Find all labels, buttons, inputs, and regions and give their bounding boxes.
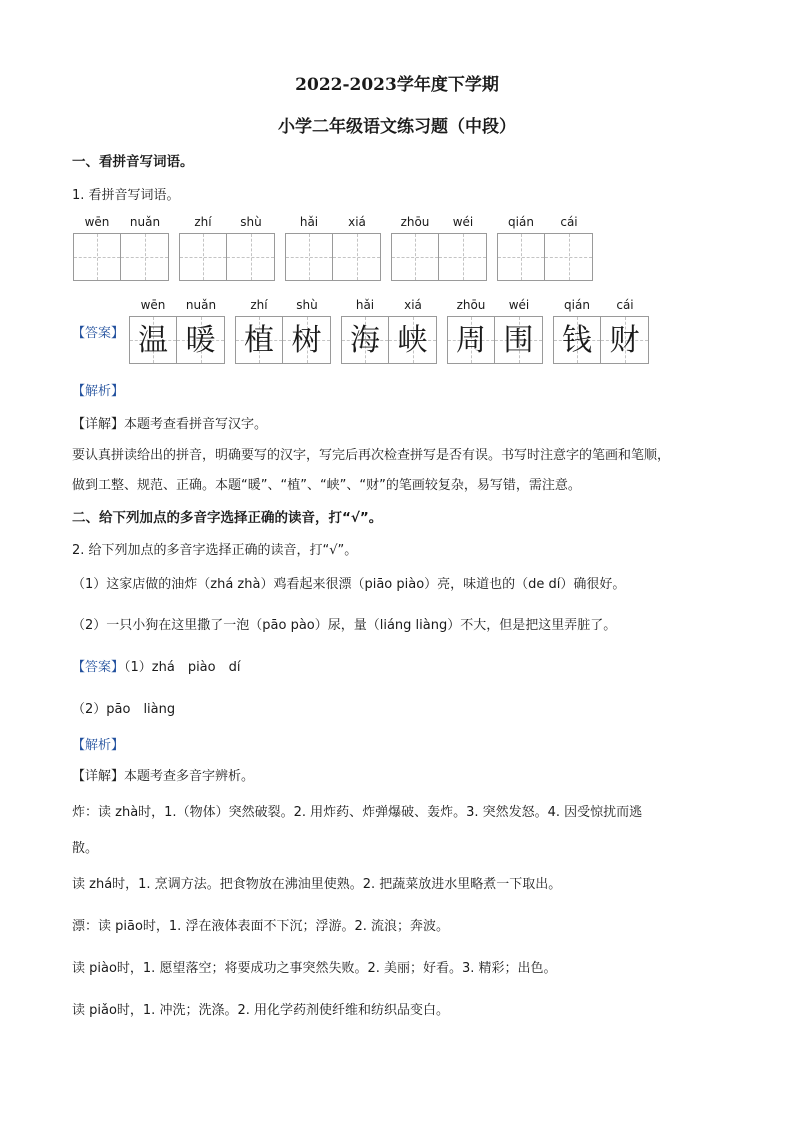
detail-tag: 【详解】 xyxy=(72,417,125,432)
answer-tag: 【答案】 xyxy=(72,326,125,341)
explanation-line: 散。 xyxy=(72,841,99,856)
answer-char: 温 xyxy=(138,323,168,358)
pinyin-label: qián xyxy=(564,298,590,312)
answer-char: 暖 xyxy=(185,323,216,358)
pinyin-label: cái xyxy=(616,298,634,312)
answer-char: 植 xyxy=(244,323,274,358)
writing-grid-pair xyxy=(179,233,275,281)
answer-tag: 【答案】 xyxy=(72,660,125,675)
answer-cell xyxy=(235,316,283,364)
answer-char: 围 xyxy=(503,323,534,358)
answer-line xyxy=(72,656,240,675)
pinyin-label: wēn xyxy=(140,298,166,312)
writing-cell[interactable] xyxy=(179,233,227,281)
question-text: 1. 看拼音写词语。 xyxy=(72,188,180,203)
section-heading: 二、给下列加点的多音字选择正确的读音，打“√”。 xyxy=(72,510,383,526)
answer-char: 财 xyxy=(609,323,640,358)
answer-char: 钱 xyxy=(562,323,592,358)
pinyin-label: zhōu xyxy=(400,215,430,229)
answer-char: 峡 xyxy=(397,323,428,358)
writing-cell[interactable] xyxy=(497,233,545,281)
detail-line xyxy=(72,413,267,432)
answer-grid-pair xyxy=(553,316,649,364)
writing-grid-pair xyxy=(73,233,169,281)
detail-tag: 【详解】 xyxy=(72,769,125,784)
explanation-line: 读 piào时，1. 愿望落空；将要成功之事突然失败。2. 美丽；好看。3. 精彩；出色。 xyxy=(72,961,557,976)
pinyin-label: shù xyxy=(240,215,262,229)
question-text: 2. 给下列加点的多音字选择正确的读音，打“√”。 xyxy=(72,543,358,558)
pinyin-label: qián xyxy=(508,215,534,229)
writing-cell[interactable] xyxy=(227,233,275,281)
pinyin-label: zhōu xyxy=(456,298,486,312)
pinyin-label: nuǎn xyxy=(185,298,217,312)
answer-grid-pair xyxy=(129,316,225,364)
detail-line xyxy=(72,765,254,784)
writing-grid-pair xyxy=(391,233,487,281)
answer-text: （2）pāo liàng xyxy=(72,702,176,717)
explanation-line: 炸：读 zhà时，1.（物体）突然破裂。2. 用炸药、炸弹爆破、轰炸。3. 突然发怒。4. 因受惊扰而逃 xyxy=(72,805,643,820)
pinyin-label: wēn xyxy=(84,215,110,229)
answer-grid-pair xyxy=(341,316,437,364)
pinyin-label: shù xyxy=(296,298,318,312)
answer-cell xyxy=(341,316,389,364)
detail-text: 本题考查看拼音写汉字。 xyxy=(124,417,268,432)
answer-text: （1）zhá piào dí xyxy=(124,660,241,675)
explanation-line: 漂：读 piāo时，1. 浮在液体表面不下沉；浮游。2. 流浪；奔波。 xyxy=(72,919,449,934)
answer-grid-pair xyxy=(447,316,543,364)
page-title: 2022-2023学年度下学期 xyxy=(295,75,499,95)
pinyin-label: wéi xyxy=(508,298,530,312)
writing-cell[interactable] xyxy=(73,233,121,281)
pinyin-label: nuǎn xyxy=(129,215,161,229)
answer-grid-pair xyxy=(235,316,331,364)
analysis-tag: 【解析】 xyxy=(72,384,125,399)
explanation-paragraph: 要认真拼读给出的拼音，明确要写的汉字，写完后再次检查拼写是否有误。书写时注意字的笔画和笔顺， xyxy=(72,448,671,463)
answer-cell xyxy=(177,316,225,364)
detail-text: 本题考查多音字辨析。 xyxy=(124,769,255,784)
writing-grid-pair xyxy=(285,233,381,281)
answer-cell xyxy=(495,316,543,364)
pinyin-label: hǎi xyxy=(355,298,375,312)
pinyin-label: hǎi xyxy=(299,215,319,229)
page-subtitle: 小学二年级语文练习题（中段） xyxy=(278,117,516,137)
writing-cell[interactable] xyxy=(121,233,169,281)
answer-cell xyxy=(447,316,495,364)
section-heading: 一、看拼音写词语。 xyxy=(72,154,194,170)
answer-cell xyxy=(283,316,331,364)
analysis-tag: 【解析】 xyxy=(72,738,125,753)
answer-cell xyxy=(553,316,601,364)
question-item: （1）这家店做的油炸（zhá zhà）鸡看起来很漂（piāo piào）亮，味道也的（de dí）确很好。 xyxy=(72,577,626,592)
answer-cell xyxy=(129,316,177,364)
pinyin-label: xiá xyxy=(348,215,366,229)
question-item: （2）一只小狗在这里撒了一泡（pāo pào）尿，量（liáng liàng）不大，但是把这里弄脏了。 xyxy=(72,618,617,633)
pinyin-label: zhí xyxy=(250,298,268,312)
writing-cell[interactable] xyxy=(285,233,333,281)
writing-cell[interactable] xyxy=(439,233,487,281)
writing-cell[interactable] xyxy=(333,233,381,281)
answer-cell xyxy=(601,316,649,364)
pinyin-label: xiá xyxy=(404,298,422,312)
explanation-paragraph: 做到工整、规范、正确。本题“暖”、“植”、“峡”、“财”的笔画较复杂，易写错，需注意。 xyxy=(72,478,581,493)
answer-char: 树 xyxy=(291,323,322,358)
writing-cell[interactable] xyxy=(391,233,439,281)
pinyin-label: cái xyxy=(560,215,578,229)
answer-cell xyxy=(389,316,437,364)
pinyin-label: zhí xyxy=(194,215,212,229)
answer-char: 海 xyxy=(350,323,380,358)
explanation-line: 读 piǎo时，1. 冲洗；洗涤。2. 用化学药剂使纤维和纺织品变白。 xyxy=(72,1003,449,1018)
answer-char: 周 xyxy=(456,323,486,358)
pinyin-label: wéi xyxy=(452,215,474,229)
writing-grid-pair xyxy=(497,233,593,281)
writing-cell[interactable] xyxy=(545,233,593,281)
explanation-line: 读 zhá时，1. 烹调方法。把食物放在沸油里使熟。2. 把蔬菜放进水里略煮一下取出。 xyxy=(72,877,562,892)
